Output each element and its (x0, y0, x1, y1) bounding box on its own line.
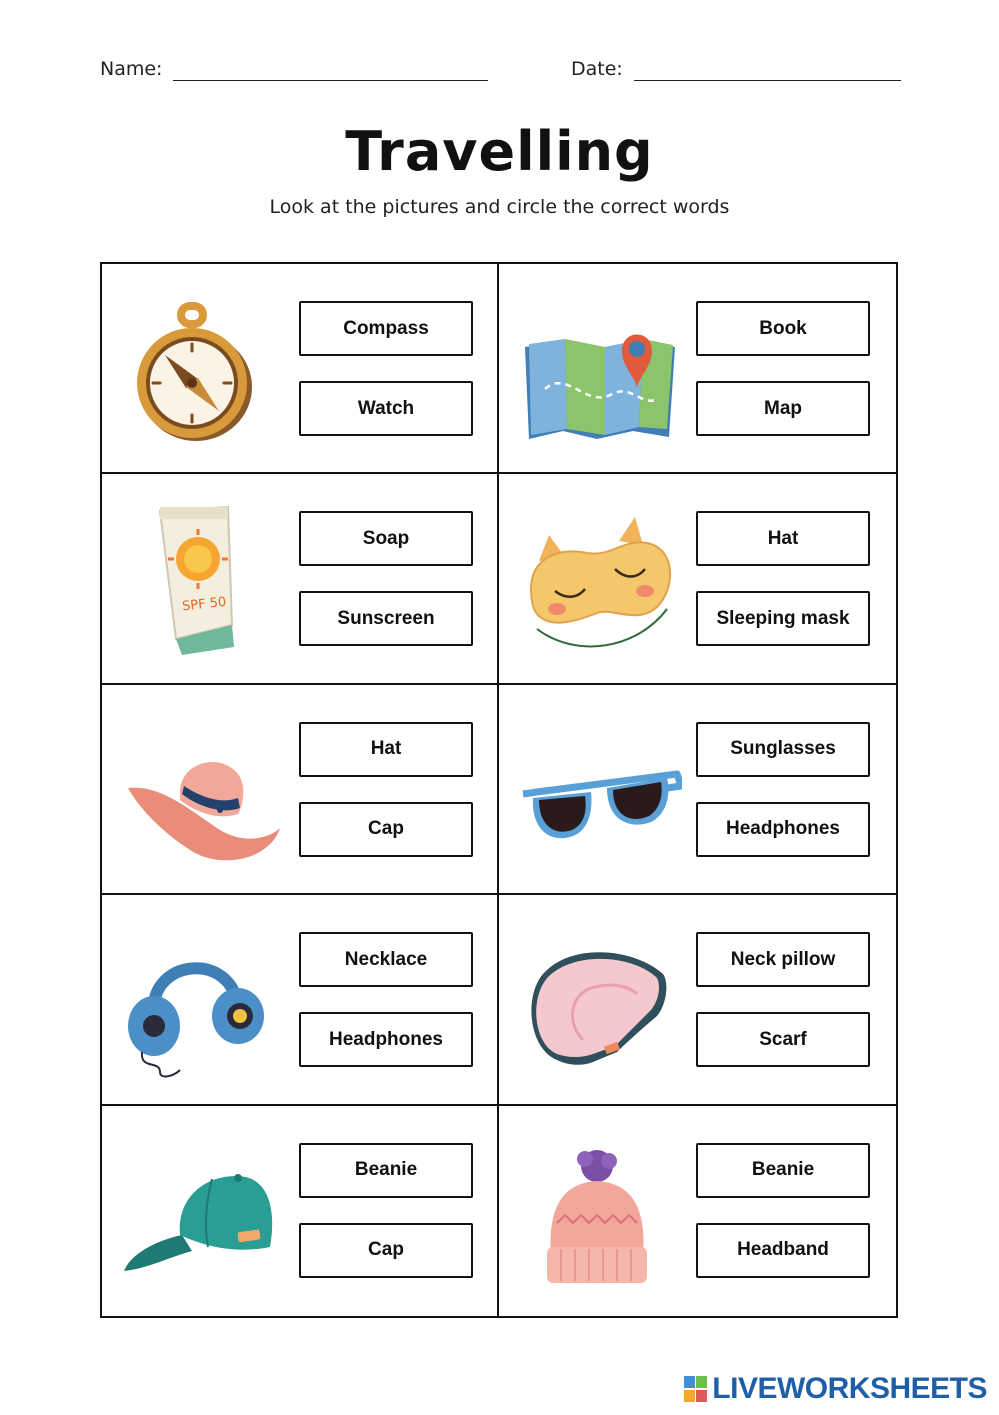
headphones-icon (120, 920, 285, 1080)
answer-option[interactable]: Soap (299, 511, 473, 566)
spf-label: SPF 50 (181, 595, 228, 615)
name-label: Name: (100, 58, 163, 80)
logo-mark-icon (684, 1374, 708, 1404)
answer-option[interactable]: Cap (299, 1223, 473, 1278)
page-title: Travelling (345, 120, 654, 183)
sunscreen-icon (120, 499, 285, 659)
liveworksheets-logo[interactable] (684, 1372, 987, 1406)
instructions: Look at the pictures and circle the correct words (269, 196, 730, 218)
sunglasses-icon (517, 710, 682, 870)
exercise-item (499, 1106, 896, 1316)
answer-option[interactable]: Sleeping mask (696, 591, 870, 646)
answer-option[interactable]: Beanie (299, 1143, 473, 1198)
exercise-item (102, 895, 499, 1105)
beanie-icon (517, 1131, 682, 1291)
answer-option[interactable]: Necklace (299, 932, 473, 987)
answer-option[interactable]: Beanie (696, 1143, 870, 1198)
answer-option[interactable]: Hat (299, 722, 473, 777)
answer-option[interactable]: Watch (299, 381, 473, 436)
answer-option[interactable]: Map (696, 381, 870, 436)
answer-option[interactable]: Neck pillow (696, 932, 870, 987)
exercise-item (102, 264, 499, 474)
answer-option[interactable]: Book (696, 301, 870, 356)
neck-pillow-icon (517, 920, 682, 1080)
brand-name: LIVEWORKSHEETS (712, 1372, 987, 1405)
cap-icon (120, 1131, 285, 1291)
answer-option[interactable]: Compass (299, 301, 473, 356)
answer-option[interactable]: Hat (696, 511, 870, 566)
answer-option[interactable]: Scarf (696, 1012, 870, 1067)
date-label: Date: (571, 58, 623, 80)
date-input-line[interactable] (634, 80, 901, 81)
answer-option[interactable]: Cap (299, 802, 473, 857)
exercise-item (102, 685, 499, 895)
exercise-item (102, 1106, 499, 1316)
compass-icon (120, 289, 285, 449)
exercise-grid (100, 262, 898, 1318)
exercise-item (102, 474, 499, 684)
exercise-item (499, 685, 896, 895)
sun-hat-icon (120, 710, 285, 870)
answer-option[interactable]: Sunscreen (299, 591, 473, 646)
exercise-item (499, 895, 896, 1105)
exercise-item (499, 264, 896, 474)
exercise-item (499, 474, 896, 684)
sleeping-mask-icon (517, 499, 682, 659)
answer-option[interactable]: Headphones (299, 1012, 473, 1067)
answer-option[interactable]: Headphones (696, 802, 870, 857)
name-input-line[interactable] (173, 80, 488, 81)
answer-option[interactable]: Headband (696, 1223, 870, 1278)
answer-option[interactable]: Sunglasses (696, 722, 870, 777)
map-icon (517, 289, 682, 449)
